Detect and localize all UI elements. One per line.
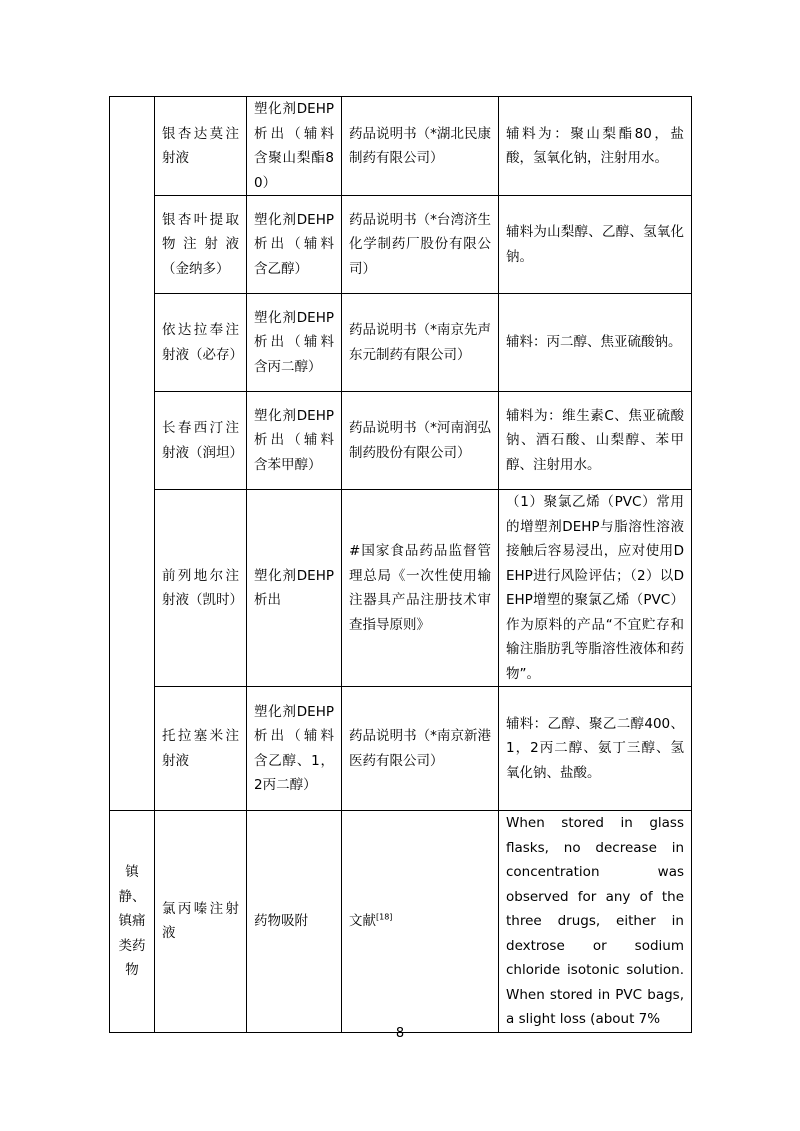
issue-cell: 塑化剂DEHP析出（辅料含苯甲醇） <box>247 392 342 490</box>
source-cell: 药品说明书（*南京新港医药有限公司） <box>342 687 499 811</box>
table-row <box>110 294 692 392</box>
source-cell: 药品说明书（*台湾济生化学制药厂股份有限公司） <box>342 196 499 294</box>
issue-cell: 塑化剂DEHP析出（辅料含乙醇） <box>247 196 342 294</box>
page-number: 8 <box>395 1026 405 1041</box>
issue-cell: 塑化剂DEHP析出（辅料含乙醇、1，2丙二醇） <box>247 687 342 811</box>
note-cell: When stored in glass flasks, no decrease in concentration was observed for any of the three drugs, either in dextrose or sodium chloride isotonic solution. When stored in PVC bags, a slight loss (about 7% <box>499 811 692 1033</box>
drug-compatibility-table <box>109 96 692 1033</box>
table-row <box>110 687 692 811</box>
source-cell: 药品说明书（*湖北民康制药有限公司） <box>342 97 499 196</box>
source-cell: 药品说明书（*南京先声东元制药有限公司） <box>342 294 499 392</box>
issue-cell: 塑化剂DEHP析出（辅料含丙二醇） <box>247 294 342 392</box>
drug-name-cell: 托拉塞米注射液 <box>155 687 247 811</box>
category-cell <box>110 97 155 811</box>
note-cell: 辅料为：聚山梨酯80，盐酸，氢氧化钠，注射用水。 <box>499 97 692 196</box>
table-row <box>110 196 692 294</box>
note-cell: 辅料：乙醇、聚乙二醇400、1，2丙二醇、氨丁三醇、氢氧化钠、盐酸。 <box>499 687 692 811</box>
source-cell: 药品说明书（*河南润弘制药股份有限公司） <box>342 392 499 490</box>
note-cell: 辅料为：维生素C、焦亚硫酸钠、酒石酸、山梨醇、苯甲醇、注射用水。 <box>499 392 692 490</box>
issue-cell: 塑化剂DEHP析出（辅料含聚山梨酯80） <box>247 97 342 196</box>
drug-name-cell: 银杏达莫注射液 <box>155 97 247 196</box>
drug-name-cell: 氯丙嗪注射液 <box>155 811 247 1033</box>
note-cell: 辅料：丙二醇、焦亚硫酸钠。 <box>499 294 692 392</box>
note-cell: （1）聚氯乙烯（PVC）常用的增塑剂DEHP与脂溶性溶液接触后容易浸出，应对使用DEHP进行风险评估；（2）以DEHP增塑的聚氯乙烯（PVC）作为原料的产品“不宜贮存和输注脂肪乳等脂溶性液体和药物”。 <box>499 490 692 687</box>
table-row <box>110 392 692 490</box>
drug-name-cell: 长春西汀注射液（润坦） <box>155 392 247 490</box>
drug-name-cell: 依达拉奉注射液（必存） <box>155 294 247 392</box>
source-cell: #国家食品药品监督管理总局《一次性使用输注器具产品注册技术审查指导原则》 <box>342 490 499 687</box>
source-cell <box>342 811 499 1033</box>
note-cell: 辅料为山梨醇、乙醇、氢氧化钠。 <box>499 196 692 294</box>
table-row <box>110 811 692 1033</box>
table-row <box>110 490 692 687</box>
reference-marker: [18] <box>376 912 393 922</box>
source-text: 文献 <box>349 913 376 929</box>
issue-cell: 药物吸附 <box>247 811 342 1033</box>
drug-name-cell: 前列地尔注射液（凯时） <box>155 490 247 687</box>
drug-name-cell: 银杏叶提取物注射液（金纳多） <box>155 196 247 294</box>
issue-cell: 塑化剂DEHP析出 <box>247 490 342 687</box>
category-cell: 镇静、镇痛类药物 <box>110 811 155 1033</box>
table-row <box>110 97 692 196</box>
